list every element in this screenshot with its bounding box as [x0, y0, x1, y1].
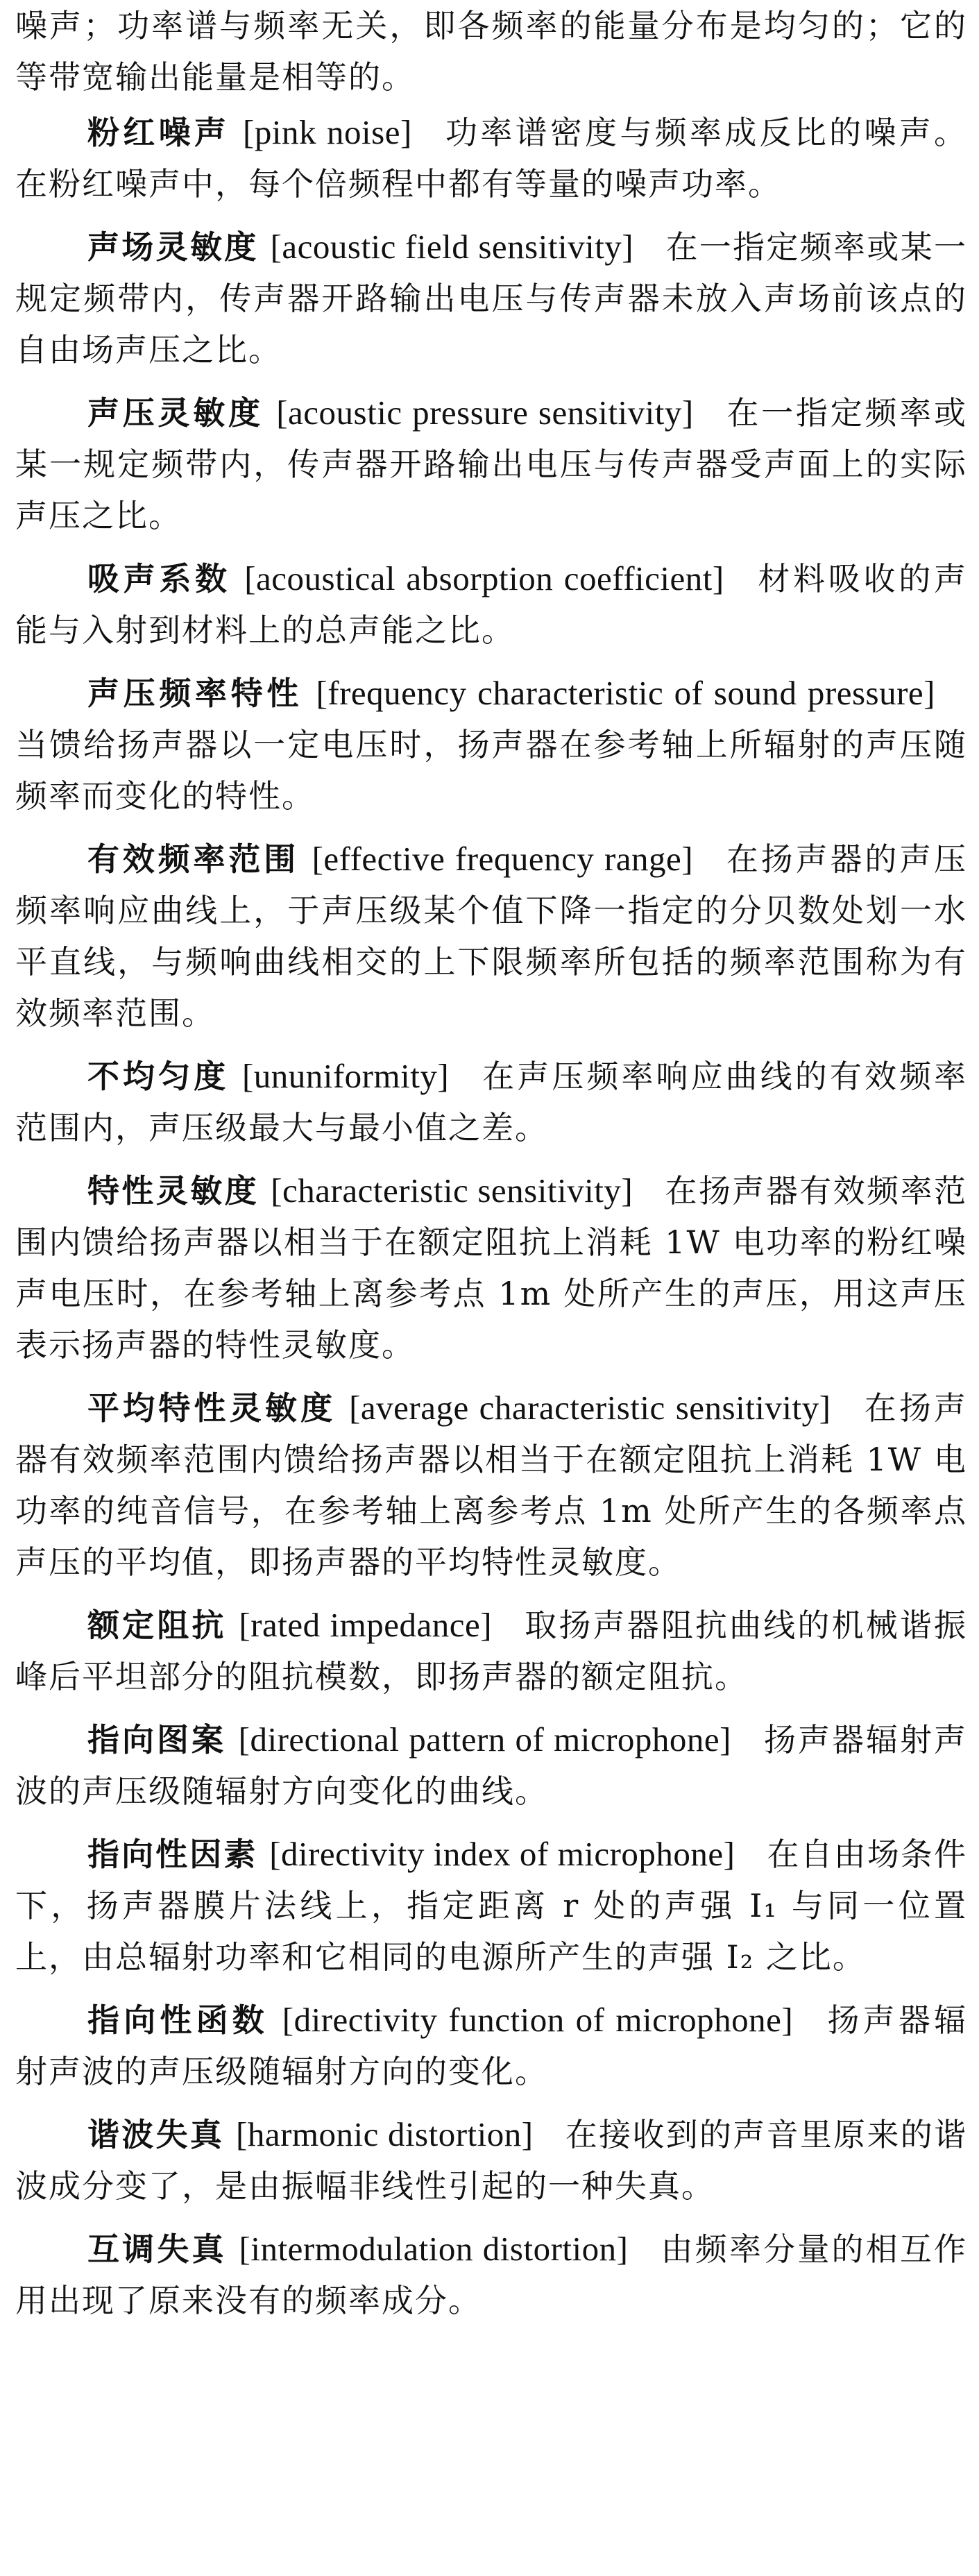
- entry-term: 指向图案: [87, 1721, 227, 1759]
- entry-term: 声压灵敏度: [87, 394, 264, 432]
- entry-term: 吸声系数: [87, 560, 231, 598]
- entry-term: 指向性因素: [87, 1836, 258, 1873]
- glossary-entry-intermodulation-distortion: [15, 2223, 967, 2326]
- entry-term: 不均匀度: [87, 1058, 230, 1095]
- entry-english: [frequency characteristic of sound pressure]: [316, 674, 936, 712]
- entry-definition: 由频率分量的相互作用出现了原来没有的频率成分。: [15, 2230, 968, 2319]
- entry-definition: 在一指定频率或某一规定频带内，传声器开路输出电压与传声器受声面上的实际声压之比。: [15, 394, 968, 534]
- entry-term: 谐波失真: [87, 2116, 225, 2153]
- glossary-entry-effective-frequency-range: [15, 833, 967, 1039]
- intro-paragraph: 噪声；功率谱与频率无关，即各频率的能量分布是均匀的；它的等带宽输出能量是相等的。: [15, 7, 967, 96]
- entry-english: [average characteristic sensitivity]: [349, 1389, 831, 1427]
- entry-definition: 在扬声器有效频率范围内馈给扬声器以相当于在额定阻抗上消耗 1W 电功率的纯音信号，在参考轴上离参考点 1m 处所产生的各频率点声压的平均值，即扬声器的平均特性灵敏度。: [15, 1389, 968, 1581]
- entry-english: [intermodulation distortion]: [239, 2230, 629, 2268]
- glossary-entry-ununiformity: [15, 1051, 967, 1153]
- entry-english: [harmonic distortion]: [236, 2115, 534, 2153]
- glossary-entry-average-characteristic-sensitivity: [15, 1382, 967, 1588]
- entry-definition: 扬声器辐射声波的声压级随辐射方向的变化。: [15, 2001, 968, 2090]
- entry-english: [acoustic pressure sensitivity]: [276, 393, 694, 432]
- entry-term: 互调失真: [87, 2230, 227, 2268]
- entry-term: 特性灵敏度: [87, 1172, 259, 1210]
- document-page: [15, 0, 967, 2338]
- entry-term: 声压频率特性: [87, 675, 303, 712]
- glossary-entry-directional-pattern: [15, 1714, 967, 1817]
- glossary-entry-directivity-index: [15, 1829, 967, 1983]
- entry-definition: 在一指定频率或某一规定频带内，传声器开路输出电压与传声器未放入声场前该点的自由场声压之比。: [15, 228, 968, 368]
- glossary-entry-acoustic-field-sensitivity: [15, 221, 967, 375]
- entry-term: 有效频率范围: [87, 840, 300, 878]
- glossary-entry-acoustic-pressure-sensitivity: [15, 387, 967, 541]
- entry-term: 平均特性灵敏度: [87, 1389, 337, 1427]
- entry-definition: 在接收到的声音里原来的谐波成分变了，是由振幅非线性引起的一种失真。: [15, 2116, 968, 2205]
- glossary-entry-directivity-function: [15, 1994, 967, 2097]
- entry-term: 粉红噪声: [87, 114, 230, 151]
- entry-definition: 在扬声器有效频率范围内馈给扬声器以相当于在额定阻抗上消耗 1W 电功率的粉红噪声电压时，在参考轴上离参考点 1m 处所产生的声压，用这声压表示扬声器的特性灵敏度。: [15, 1172, 968, 1364]
- glossary-entry-characteristic-sensitivity: [15, 1165, 967, 1371]
- entry-english: [acoustical absorption coefficient]: [244, 559, 724, 598]
- entry-english: [effective frequency range]: [312, 840, 694, 878]
- entry-english: [pink noise]: [243, 113, 412, 151]
- entry-definition: 材料吸收的声能与入射到材料上的总声能之比。: [15, 560, 967, 649]
- entry-english: [directivity index of microphone]: [269, 1835, 735, 1873]
- entry-english: [characteristic sensitivity]: [271, 1171, 633, 1210]
- entry-english: [rated impedance]: [239, 1606, 493, 1644]
- entry-term: 额定阻抗: [87, 1607, 227, 1644]
- entry-definition: 在扬声器的声压频率响应曲线上，于声压级某个值下降一指定的分贝数处划一水平直线，与频响曲线相交的上下限频率所包括的频率范围称为有效频率范围。: [15, 840, 968, 1032]
- entry-english: [directional pattern of microphone]: [238, 1720, 731, 1759]
- glossary-entry-pink-noise: [15, 107, 967, 210]
- entry-definition: 当馈给扬声器以一定电压时，扬声器在参考轴上所辐射的声压随频率而变化的特性。: [15, 726, 967, 815]
- glossary-entry-absorption-coefficient: [15, 553, 967, 656]
- glossary-entry-rated-impedance: [15, 1600, 967, 1702]
- entry-term: 指向性函数: [87, 2001, 269, 2039]
- glossary-entry-frequency-characteristic: [15, 668, 967, 822]
- glossary-entry-harmonic-distortion: [15, 2109, 967, 2212]
- entry-english: [ununiformity]: [241, 1057, 450, 1095]
- entry-definition: 取扬声器阻抗曲线的机械谐振峰后平坦部分的阻抗模数，即扬声器的额定阻抗。: [15, 1607, 968, 1695]
- entry-term: 声场灵敏度: [87, 228, 259, 266]
- entry-english: [acoustic field sensitivity]: [270, 228, 634, 266]
- entry-definition: 扬声器辐射声波的声压级随辐射方向变化的曲线。: [15, 1721, 968, 1810]
- entry-english: [directivity function of microphone]: [282, 2001, 794, 2039]
- entry-definition: 功率谱密度与频率成反比的噪声。在粉红噪声中，每个倍频程中都有等量的噪声功率。: [15, 114, 968, 203]
- entry-definition: 在自由场条件下，扬声器膜片法线上，指定距离 r 处的声强 I₁ 与同一位置上，由总辐射功率和它相同的电源所产生的声强 I₂ 之比。: [15, 1836, 968, 1976]
- entry-definition: 在声压频率响应曲线的有效频率范围内，声压级最大与最小值之差。: [15, 1058, 968, 1146]
